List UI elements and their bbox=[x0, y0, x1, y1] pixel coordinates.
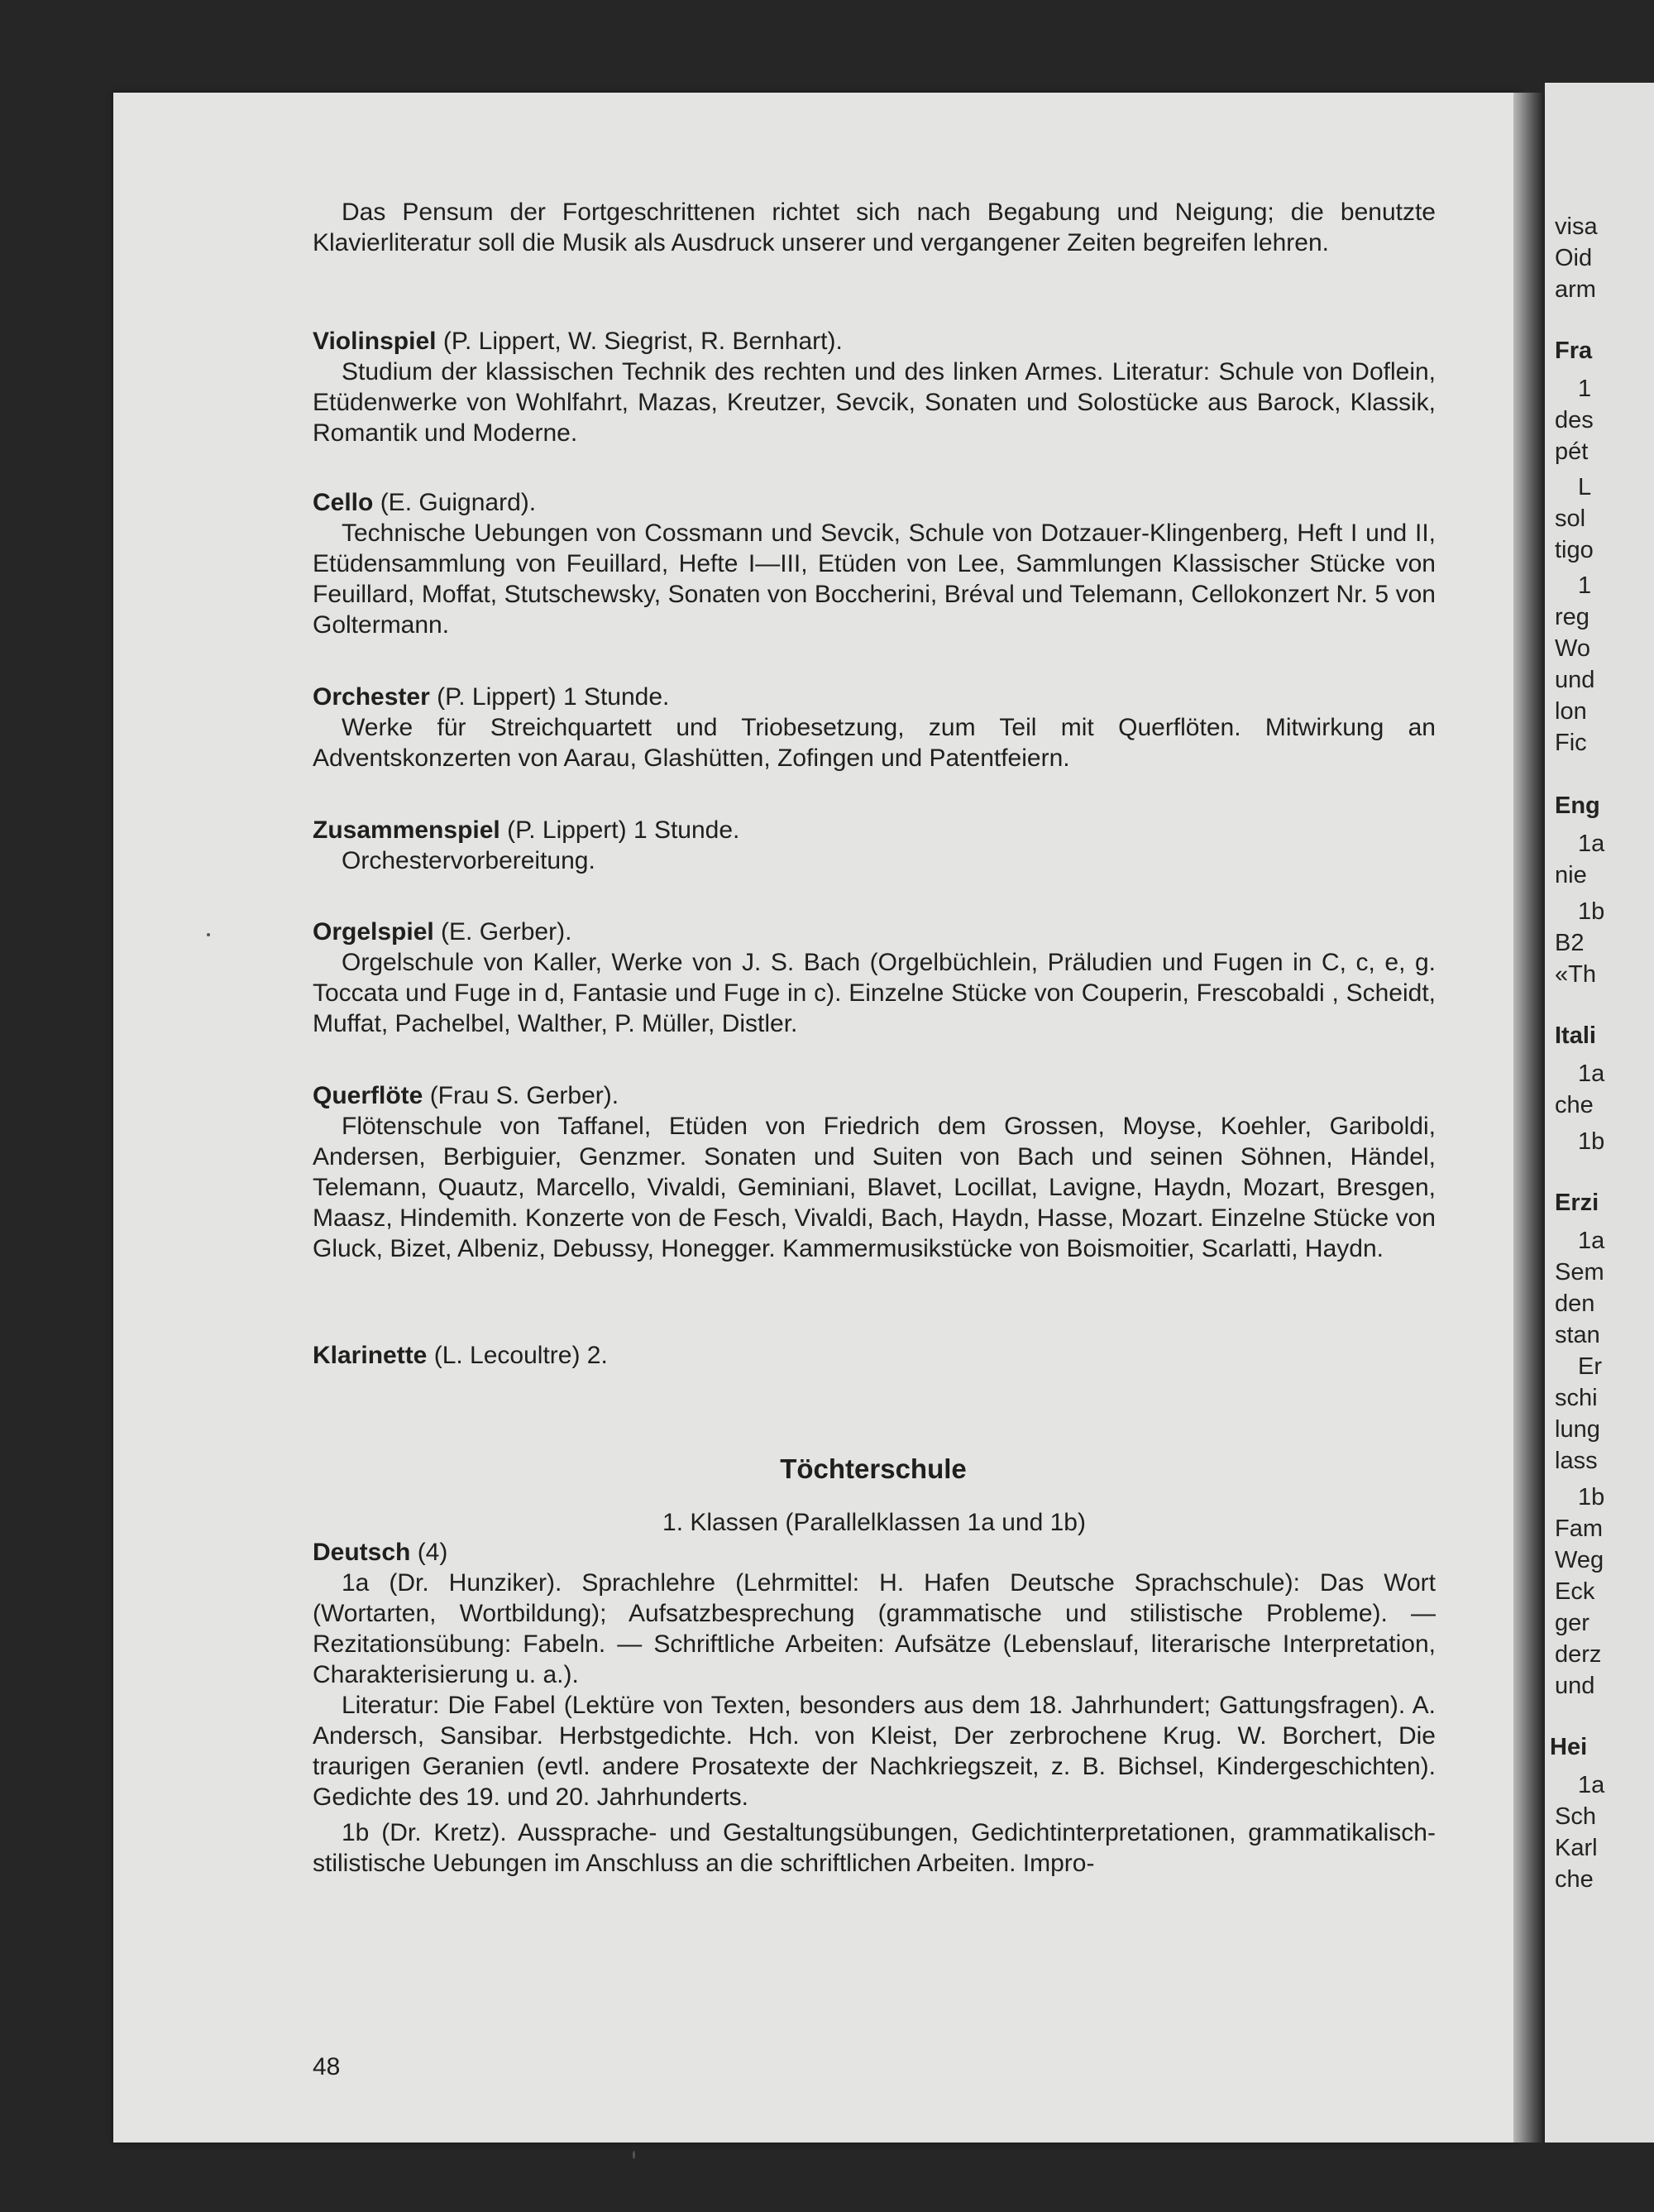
right-fragment: reg bbox=[1555, 604, 1589, 630]
section-title: Töchterschule bbox=[780, 1453, 967, 1484]
right-fragment: visa bbox=[1555, 213, 1598, 240]
entry-klarinette bbox=[313, 1340, 1436, 1371]
right-fragment: Eck bbox=[1555, 1578, 1595, 1605]
right-fragment: Fam bbox=[1555, 1515, 1603, 1542]
right-fragment: 1a bbox=[1578, 831, 1605, 857]
entry-title: Cello bbox=[313, 489, 374, 516]
scan-speck bbox=[207, 933, 210, 936]
right-fragment: che bbox=[1555, 1092, 1594, 1118]
right-fragment: 1 bbox=[1578, 572, 1592, 599]
entry-title: Querflöte bbox=[313, 1082, 423, 1109]
deutsch-paragraph-literatur: Literatur: Die Fabel (Lektüre von Texten, besonders aus dem 18. Jahrhundert; Gattungsfragen). A. Andersch, Sansibar. Herbstgedichte. Hch. von Kleist, Der zerbrochene Krug. W. Borchert, Die traurigen Geranien (evtl. andere Prosatexte der Nachkriegszeit, z. B. Bichsel, Kindergeschichten). Gedichte des 19. und 20. Jahrhunderts. bbox=[313, 1692, 1436, 1811]
book-gutter bbox=[1513, 93, 1545, 2143]
entry-body: Studium der klassischen Technik des rechten und des linken Armes. Literatur: Schule von Doflein, Etüdenwerke von Wohlfahrt, Mazas, Kreutzer, Sevcik, Sonaten und Solostücke aus Barock, Klassik, Romantik und Moderne. bbox=[313, 358, 1436, 447]
right-fragment: che bbox=[1555, 1866, 1594, 1893]
right-fragment: 1a bbox=[1578, 1228, 1605, 1254]
right-fragment-heading: Eng bbox=[1555, 792, 1600, 819]
right-fragment: pét bbox=[1555, 438, 1589, 465]
right-fragment: schi bbox=[1555, 1385, 1598, 1411]
right-fragment: tigo bbox=[1555, 537, 1594, 563]
intro-paragraph: Das Pensum der Fortgeschrittenen richtet sich nach Begabung und Neigung; die benutzte Klavierliteratur soll die Musik als Ausdruck unserer und vergangener Zeiten begreifen lehren. bbox=[313, 199, 1436, 256]
entry-querfloete bbox=[313, 1080, 1436, 1264]
entry-orchester bbox=[313, 682, 1436, 773]
scan-speck bbox=[633, 2151, 635, 2159]
right-fragment: «Th bbox=[1555, 961, 1596, 988]
subject-meta: (4) bbox=[410, 1539, 448, 1566]
right-fragment: und bbox=[1555, 1673, 1595, 1699]
subject-deutsch bbox=[313, 1537, 1436, 1879]
entry-zusammenspiel bbox=[313, 815, 1436, 876]
right-fragment: Karl bbox=[1555, 1835, 1598, 1861]
right-page-edge bbox=[1545, 83, 1654, 2143]
right-fragment: des bbox=[1555, 407, 1594, 433]
right-fragment-heading: Fra bbox=[1555, 338, 1593, 364]
subject-title: Deutsch bbox=[313, 1539, 411, 1566]
entry-meta: (E. Gerber). bbox=[433, 918, 572, 946]
entry-violinspiel bbox=[313, 326, 1436, 448]
deutsch-paragraph-1b: 1b (Dr. Kretz). Aussprache- und Gestaltungsübungen, Gedichtinterpretationen, grammatikalisch-stilistische Uebungen im Anschluss an die schriftlichen Arbeiten. Impro- bbox=[313, 1819, 1436, 1877]
right-fragment: 1b bbox=[1578, 1128, 1605, 1155]
entry-title: Klarinette bbox=[313, 1342, 428, 1369]
right-fragment: sol bbox=[1555, 505, 1586, 532]
right-fragment: 1a bbox=[1578, 1061, 1605, 1087]
right-fragment: arm bbox=[1555, 276, 1596, 303]
right-fragment: lass bbox=[1555, 1448, 1598, 1474]
section-subtitle: 1. Klassen (Parallelklassen 1a und 1b) bbox=[662, 1509, 1086, 1536]
right-fragment: derz bbox=[1555, 1641, 1602, 1668]
right-fragment: ger bbox=[1555, 1610, 1589, 1636]
right-fragment: lung bbox=[1555, 1416, 1600, 1443]
entry-title: Zusammenspiel bbox=[313, 816, 500, 844]
page-number: 48 bbox=[313, 2053, 341, 2080]
right-fragment: L bbox=[1578, 474, 1592, 500]
right-fragment: nie bbox=[1555, 862, 1587, 888]
entry-meta: (P. Lippert) 1 Stunde. bbox=[429, 683, 670, 711]
right-fragment-heading: Itali bbox=[1555, 1022, 1596, 1049]
right-fragment: Fic bbox=[1555, 730, 1587, 756]
right-fragment: Er bbox=[1578, 1353, 1602, 1380]
right-fragment-heading: Erzi bbox=[1555, 1190, 1599, 1216]
entry-meta: (E. Guignard). bbox=[373, 489, 537, 516]
right-fragment: Oid bbox=[1555, 245, 1593, 271]
entry-body: Werke für Streichquartett und Triobesetzung, zum Teil mit Querflöten. Mitwirkung an Adventskonzerten von Aarau, Glashütten, Zofingen und Patentfeiern. bbox=[313, 714, 1436, 772]
right-fragment: Sem bbox=[1555, 1259, 1604, 1286]
entry-title: Orchester bbox=[313, 683, 430, 711]
entry-body: Technische Uebungen von Cossmann und Sevcik, Schule von Dotzauer-Klingenberg, Heft I und II, Etüdensammlung von Feuillard, Hefte I—III, Etüden von Lee, Sammlungen Klassischer Stücke von Feuillard, Moffat, Stutschewsky, Sonaten von Boccherini, Bréval und Telemann, Cellokonzert Nr. 5 von Goltermann. bbox=[313, 519, 1436, 639]
entry-meta: (P. Lippert) 1 Stunde. bbox=[500, 816, 740, 844]
right-fragment-heading: Hei bbox=[1550, 1734, 1588, 1760]
right-fragment: B2 bbox=[1555, 930, 1585, 956]
entry-meta: (Frau S. Gerber). bbox=[423, 1082, 619, 1109]
entry-meta: (P. Lippert, W. Siegrist, R. Bernhart). bbox=[436, 328, 843, 355]
entry-body: Orgelschule von Kaller, Werke von J. S. Bach (Orgelbüchlein, Präludien und Fugen in C, c, e, g. Toccata und Fuge in d, Fantasie und Fuge in c). Einzelne Stücke von Couperin, Frescobaldi , Scheidt, Muffat, Pachelbel, Walther, P. Müller, Distler. bbox=[313, 949, 1436, 1037]
right-fragment: Weg bbox=[1555, 1547, 1604, 1573]
right-fragment: den bbox=[1555, 1290, 1595, 1317]
right-fragment: Wo bbox=[1555, 635, 1590, 662]
entry-cello bbox=[313, 487, 1436, 640]
entry-title: Orgelspiel bbox=[313, 918, 434, 946]
entry-body: Flötenschule von Taffanel, Etüden von Friedrich dem Grossen, Moyse, Koehler, Gariboldi, Andersen, Berbiguier, Genzmer. Sonaten und Suiten von Bach und seinen Söhnen, Händel, Telemann, Quautz, Marcello, Vivaldi, Geminiani, Blavet, Locillat, Lavigne, Haydn, Mozart, Bresgen, Maasz, Hindemith. Konzerte von de Fesch, Vivaldi, Bach, Haydn, Hasse, Mozart. Einzelne Stücke von Gluck, Bizet, Albeniz, Debussy, Honegger. Kammermusikstücke von Boismoitier, Scarlatti, Haydn. bbox=[313, 1113, 1436, 1262]
right-fragment: und bbox=[1555, 667, 1595, 693]
entry-orgelspiel bbox=[313, 917, 1436, 1039]
right-fragment: lon bbox=[1555, 698, 1587, 725]
entry-meta: (L. Lecoultre) 2. bbox=[427, 1342, 608, 1369]
right-fragment: 1b bbox=[1578, 1484, 1605, 1511]
right-fragment: Sch bbox=[1555, 1803, 1596, 1830]
right-fragment: 1a bbox=[1578, 1772, 1605, 1798]
right-fragment: 1 bbox=[1578, 376, 1592, 402]
entry-body: Orchestervorbereitung. bbox=[342, 847, 595, 874]
deutsch-paragraph-1a: 1a (Dr. Hunziker). Sprachlehre (Lehrmittel: H. Hafen Deutsche Sprachschule): Das Wort (Wortarten, Wortbildung); Aufsatzbesprechung (grammatische und stilistische Probleme). — Rezitationsübung: Fabeln. — Schriftliche Arbeiten: Aufsätze (Lebenslauf, literarische Interpretation, Charakterisierung u. a.). bbox=[313, 1569, 1436, 1688]
right-fragment: 1b bbox=[1578, 898, 1605, 925]
entry-title: Violinspiel bbox=[313, 328, 437, 355]
right-fragment: stan bbox=[1555, 1322, 1600, 1348]
